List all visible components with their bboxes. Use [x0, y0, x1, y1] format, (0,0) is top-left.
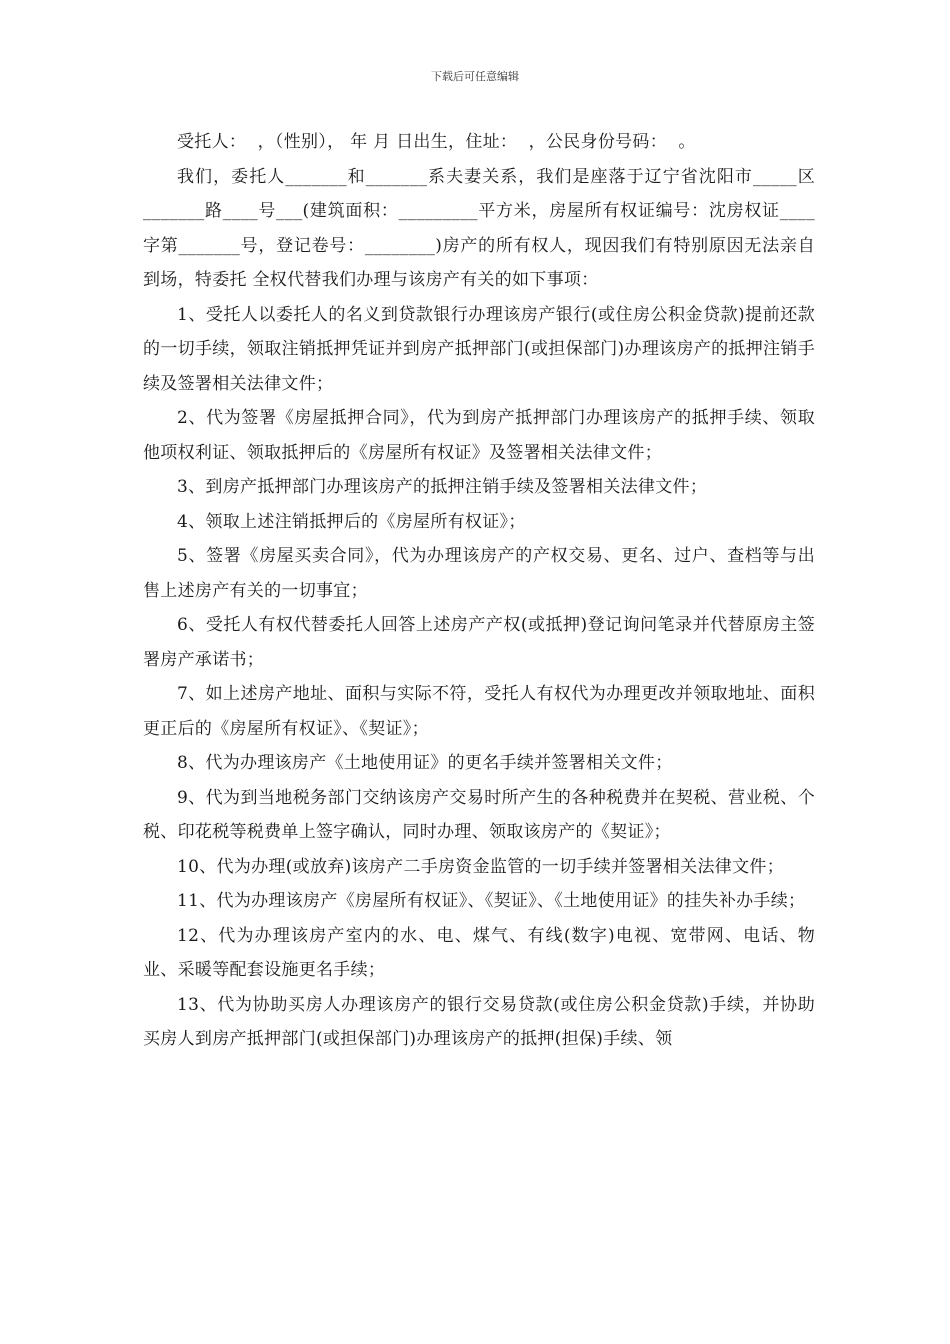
item-12-paragraph: 12、代为办理该房产室内的水、电、煤气、有线(数字)电视、宽带网、电话、物业、采暖等配套设施更名手续； [143, 925, 815, 980]
page-header-note: 下载后可任意编辑 [431, 70, 519, 83]
item-2-paragraph: 2、代为签署《房屋抵押合同》，代为到房产抵押部门办理该房产的抵押手续、领取他项权利证、领取抵押后的《房屋所有权证》及签署相关法律文件； [143, 408, 815, 463]
item-13-paragraph: 13、代为协助买房人办理该房产的银行交易贷款(或住房公积金贷款)手续，并协助买房人到房产抵押部门(或担保部门)办理该房产的抵押(担保)手续、领 [143, 994, 815, 1049]
item-11-paragraph: 11、代为办理该房产《房屋所有权证》、《契证》、《土地使用证》的挂失补办手续； [177, 891, 806, 911]
item-8-paragraph: 8、代为办理该房产《土地使用证》的更名手续并签署相关文件； [177, 753, 673, 773]
item-10-paragraph: 10、代为办理(或放弃)该房产二手房资金监管的一切手续并签署相关法律文件； [177, 856, 784, 877]
item-5-paragraph: 5、签署《房屋买卖合同》，代为办理该房产的产权交易、更名、过户、查档等与出售上述房产有关的一切事宜； [143, 546, 815, 601]
item-1-paragraph: 1、受托人以委托人的名义到贷款银行办理该房产银行(或住房公积金贷款)提前还款的一切手续，领取注销抵押凭证并到房产抵押部门(或担保部门)办理该房产的抵押注销手续及签署相关法律文件； [143, 304, 815, 394]
item-6-paragraph: 6、受托人有权代替委托人回答上述房产产权(或抵押)登记询问笔录并代替原房主签署房产承诺书； [143, 615, 815, 670]
item-4-paragraph: 4、领取上述注销抵押后的《房屋所有权证》； [177, 511, 526, 532]
item-3-paragraph: 3、到房产抵押部门办理该房产的抵押注销手续及签署相关法律文件； [177, 477, 708, 497]
intro-paragraph: 我们，委托人_______和_______系夫妻关系，我们是座落于辽宁省沈阳市_____区_______路____号___(建筑面积：_________平方米，房屋所有权证编号：沈房权证____字第_______号，登记卷号：________)房产的所有权人，现因我们有特别原因无法亲自到场，特委托 全权代替我们办理与该房产有关的如下事项： [143, 166, 815, 290]
item-9-paragraph: 9、代为到当地税务部门交纳该房产交易时所产生的各种税费并在契税、营业税、个税、印花税等税费单上签字确认，同时办理、领取该房产的《契证》； [143, 787, 815, 842]
principal-info-paragraph: 受托人： ，（性别）， 年 月 日出生，住址： ，公民身份号码： 。 [177, 132, 696, 152]
document-body [143, 125, 815, 1057]
item-7-paragraph: 7、如上述房产地址、面积与实际不符，受托人有权代为办理更改并领取地址、面积更正后的《房屋所有权证》、《契证》； [143, 684, 815, 739]
